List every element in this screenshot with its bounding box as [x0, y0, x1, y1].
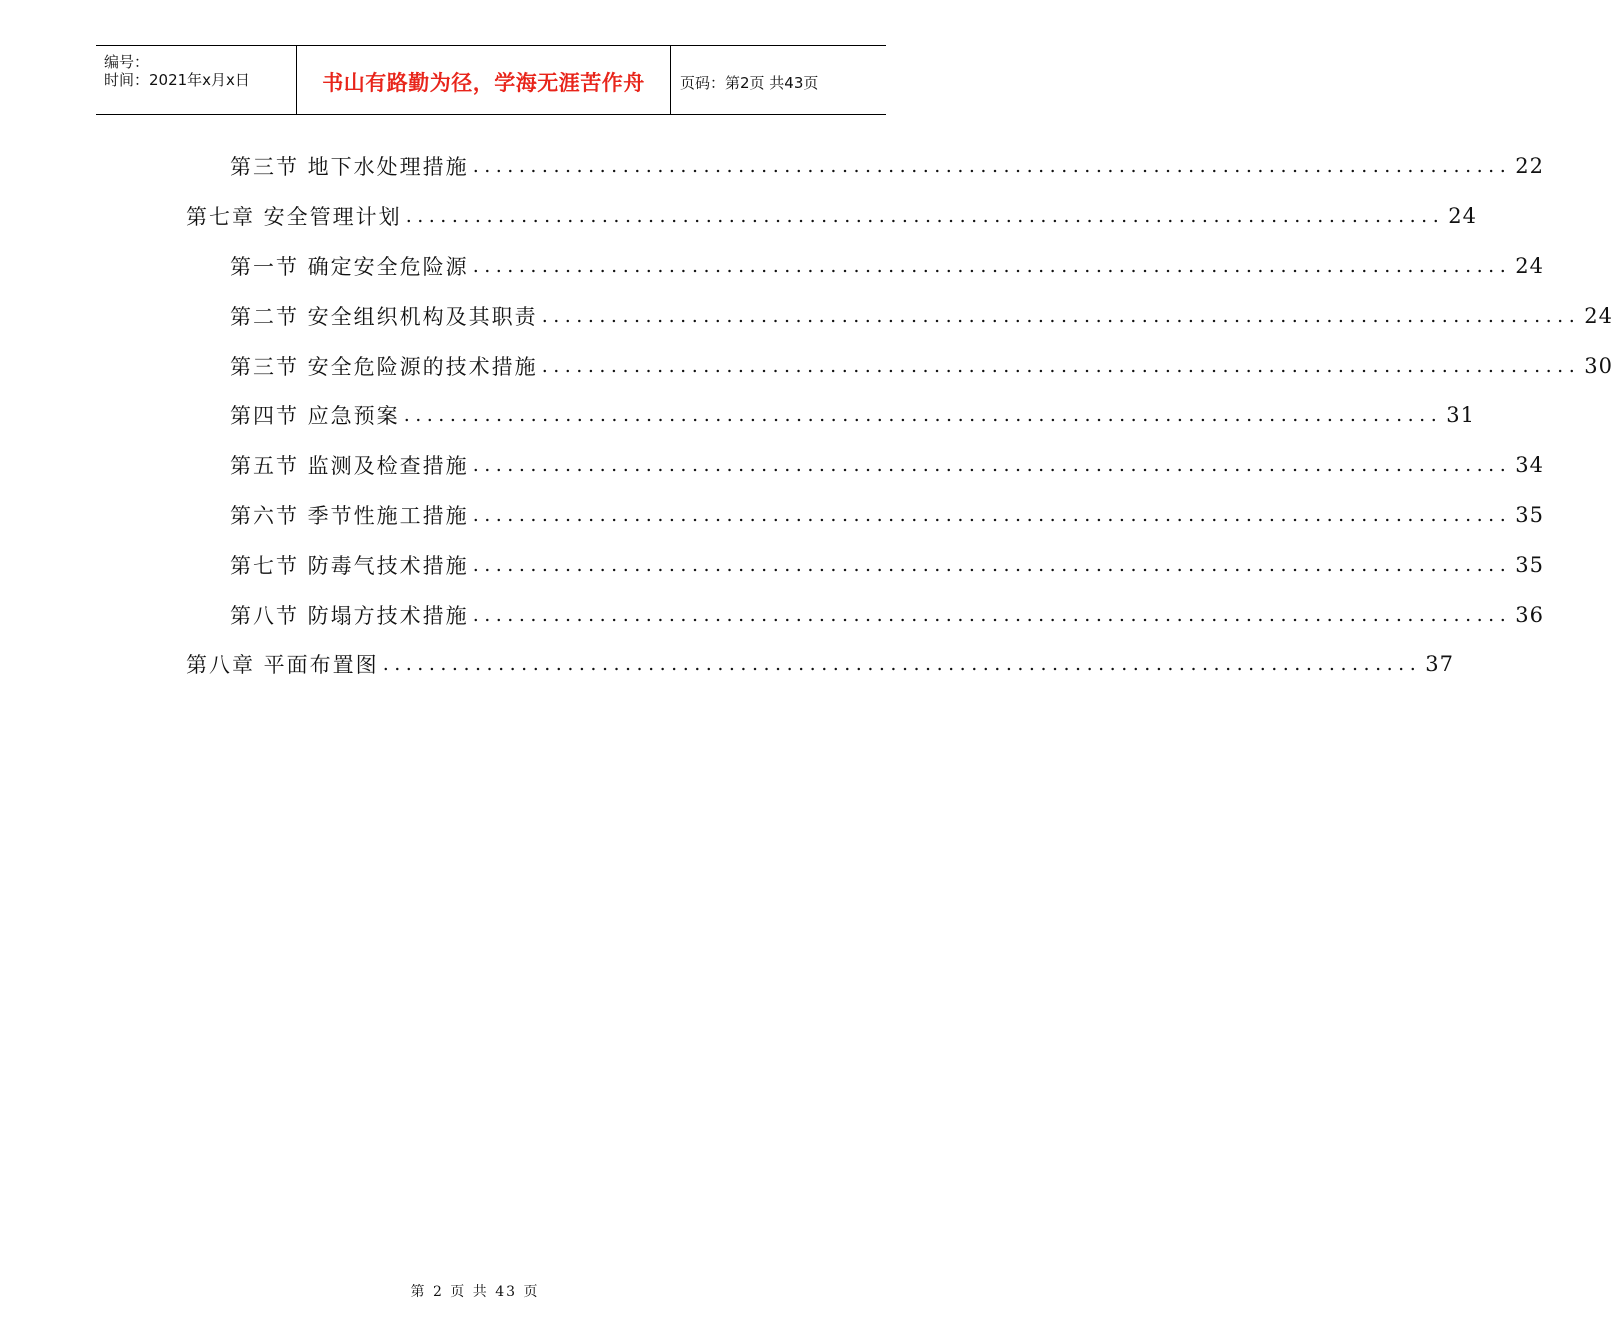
toc-entry-page: 35: [1515, 503, 1544, 527]
toc-dot-leader: ..........................................................................................: [472, 255, 1512, 277]
toc-entry[interactable]: [230, 500, 1544, 530]
toc-entry[interactable]: [230, 251, 1544, 281]
toc-dot-leader: ..........................................................................................: [472, 454, 1512, 476]
toc-entry[interactable]: [230, 550, 1544, 580]
toc-entry-page: 37: [1425, 652, 1454, 676]
toc-entry[interactable]: [230, 600, 1544, 630]
document-number-label: 编号：: [104, 53, 150, 71]
toc-entry-page: 35: [1515, 553, 1544, 577]
toc-dot-leader: ..........................................................................................: [472, 504, 1512, 526]
toc-dot-leader: ..........................................................................................: [541, 355, 1581, 377]
toc-entry-page: 34: [1515, 453, 1544, 477]
toc-entry-title: 第四节 应急预案: [230, 404, 400, 428]
toc-entry[interactable]: [230, 301, 1613, 331]
toc-dot-leader: ..........................................................................................: [472, 155, 1512, 177]
toc-dot-leader: ..........................................................................................: [541, 305, 1581, 327]
toc-entry[interactable]: [230, 450, 1544, 480]
toc-dot-leader: ..........................................................................................: [472, 604, 1512, 626]
toc-entry-title: 第五节 监测及检查措施: [230, 454, 469, 478]
toc-dot-leader: ..........................................................................................: [403, 404, 1443, 426]
toc-entry-title: 第三节 安全危险源的技术措施: [230, 355, 538, 379]
toc-entry-title: 第三节 地下水处理措施: [230, 155, 469, 179]
document-date: 时间：2021年x月x日: [104, 71, 250, 89]
toc-entry[interactable]: [230, 151, 1544, 181]
toc-entry-title: 第七章 安全管理计划: [186, 205, 402, 229]
header-motto: 书山有路勤为径，学海无涯苦作舟: [322, 71, 645, 95]
toc-dot-leader: ..........................................................................................: [472, 554, 1512, 576]
toc-entry-page: 24: [1515, 254, 1544, 278]
toc-entry-page: 31: [1446, 403, 1475, 427]
toc-entry-title: 第八节 防塌方技术措施: [230, 604, 469, 628]
toc-entry[interactable]: [186, 201, 1477, 231]
toc-entry-page: 22: [1515, 154, 1544, 178]
toc-dot-leader: ..........................................................................................: [382, 653, 1422, 675]
page-footer: 第 2 页 共 43 页: [410, 1284, 540, 1300]
toc-entry[interactable]: [186, 649, 1454, 679]
header-page-code: 页码：第2页 共43页: [680, 74, 819, 92]
toc-dot-leader: ..........................................................................................: [405, 205, 1445, 227]
toc-entry-title: 第二节 安全组织机构及其职责: [230, 305, 538, 329]
toc-entry-page: 24: [1584, 304, 1613, 328]
toc-entry[interactable]: [230, 400, 1475, 430]
toc-entry-title: 第一节 确定安全危险源: [230, 255, 469, 279]
toc-entry-page: 30: [1584, 354, 1613, 378]
toc-entry-page: 24: [1448, 204, 1477, 228]
toc-entry-title: 第六节 季节性施工措施: [230, 504, 469, 528]
toc-entry-title: 第八章 平面布置图: [186, 653, 379, 677]
toc-entry-page: 36: [1515, 603, 1544, 627]
toc-entry[interactable]: [230, 351, 1613, 381]
toc-entry-title: 第七节 防毒气技术措施: [230, 554, 469, 578]
